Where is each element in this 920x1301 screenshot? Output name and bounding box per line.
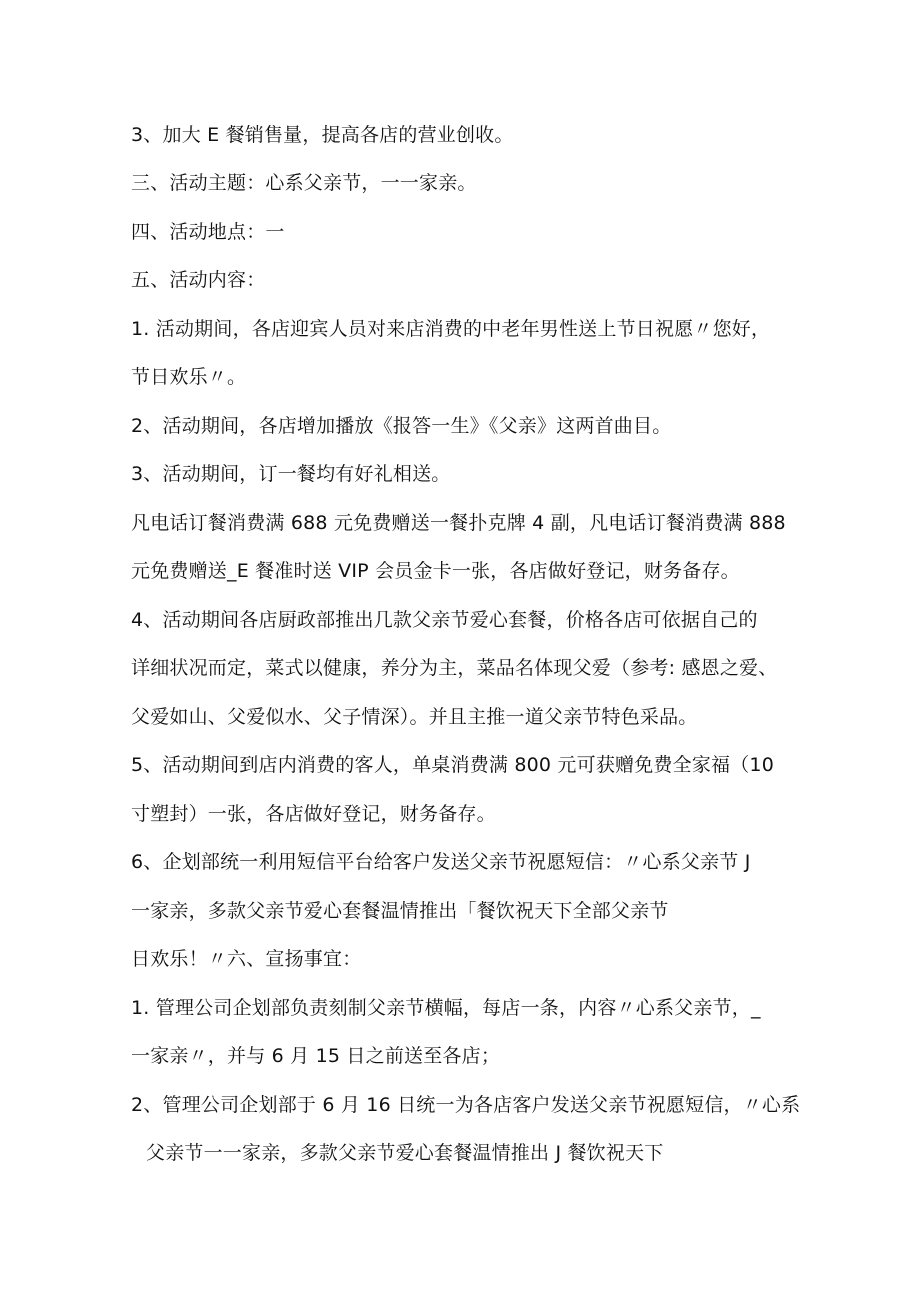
text-line: 详细状况而定，菜式以健康，养分为主，菜品名体现父爱（参考: 感恩之爱、 — [131, 657, 778, 679]
text-line: 3、活动期间，订一餐均有好礼相送。 — [131, 463, 451, 485]
text-line: 凡电话订餐消费满 688 元免费赠送一餐扑克牌 4 副，凡电话订餐消费满 888 — [131, 512, 786, 534]
text-line: 一家亲，多款父亲节爱心套餐温情推出「餐饮祝天下全部父亲节 — [131, 900, 669, 922]
text-line: 一家亲〃，并与 6 月 15 日之前送至各店； — [131, 1045, 501, 1067]
text-line: 父爱如山、父爱似水、父子情深）。并且主推一道父亲节特色采品。 — [131, 706, 698, 728]
text-line: 2、活动期间，各店增加播放《报答一生》《父亲》这两首曲目。 — [131, 415, 672, 437]
text-line: 父亲节一一家亲，多款父亲节爱心套餐温情推出 J 餐饮祝天下 — [146, 1142, 664, 1164]
text-line: 三、活动主题：心系父亲节，一一家亲。 — [131, 172, 477, 194]
text-line: 1. 管理公司企划部负责刻制父亲节横幅，每店一条，内容〃心系父亲节，_ — [131, 997, 761, 1019]
text-line: 寸塑封）一张，各店做好登记，财务备存。 — [131, 803, 496, 825]
text-line: 四、活动地点：一 — [131, 221, 285, 243]
text-line: 节日欢乐〃。 — [131, 366, 247, 388]
text-line: 6、企划部统一利用短信平台给客户发送父亲节祝愿短信：〃心系父亲节 J — [131, 851, 751, 873]
text-line: 4、活动期间各店厨政部推出几款父亲节爱心套餐，价格各店可依据自己的 — [131, 609, 758, 631]
text-line: 元免费赠送_E 餐准时送 VIP 会员金卡一张，各店做好登记，财务备存。 — [131, 560, 740, 582]
text-line: 1. 活动期间，各店迎宾人员对来店消费的中老年男性送上节日祝愿〃您好， — [131, 318, 771, 340]
text-line: 五、活动内容： — [131, 269, 266, 291]
text-line: 日欢乐！〃六、宣扬事宜： — [131, 948, 362, 970]
text-line: 5、活动期间到店内消费的客人，单桌消费满 800 元可获赠免费全家福（10 — [131, 754, 775, 776]
text-line: 3、加大 E 餐销售量，提高各店的营业创收。 — [131, 124, 514, 146]
text-line: 2、管理公司企划部于 6 月 16 日统一为各店客户发送父亲节祝愿短信，〃心系 — [131, 1094, 801, 1116]
